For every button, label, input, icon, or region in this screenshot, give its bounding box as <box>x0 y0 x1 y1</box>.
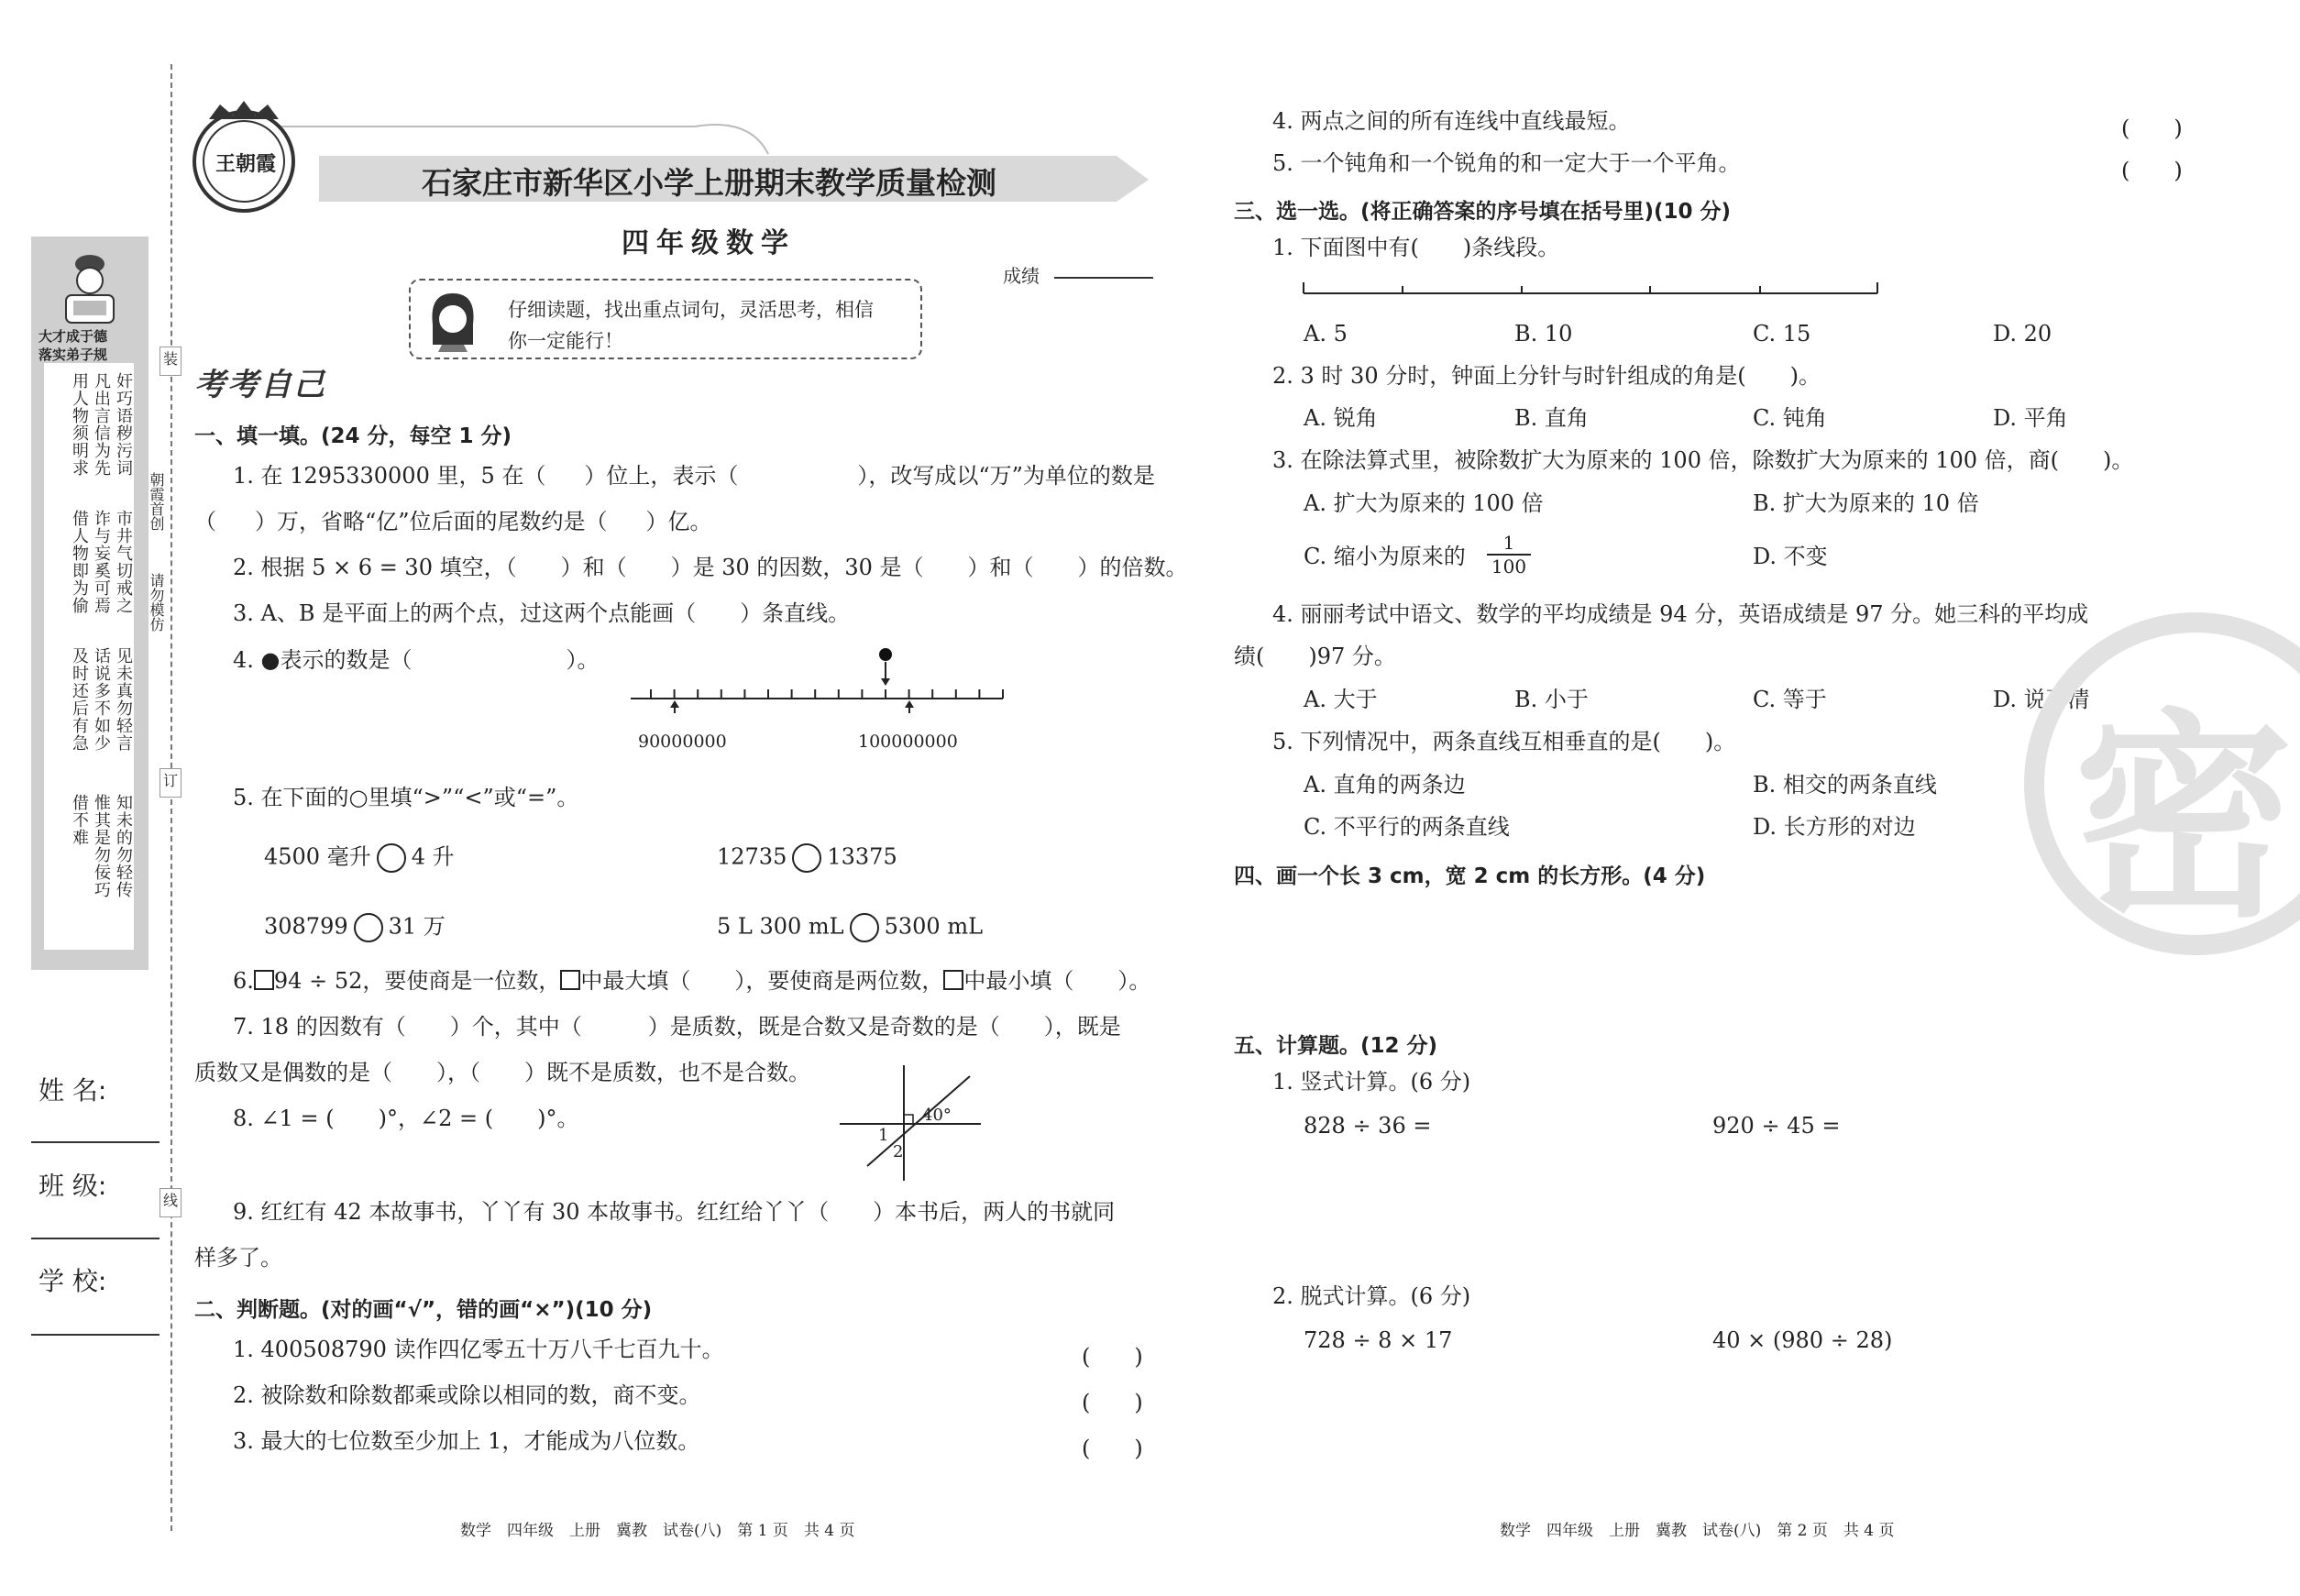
answer-paren[interactable]: ( ) <box>2121 116 2183 141</box>
option[interactable]: C. 缩小为原来的 <box>1304 544 1466 569</box>
nl-label-left: 90000000 <box>638 732 727 752</box>
fraction: 1 100 <box>1487 532 1531 578</box>
motto-column: 及时还后有急 <box>70 647 89 752</box>
judge-item: 2. 被除数和除数都乘或除以相同的数，商不变。 <box>233 1382 701 1408</box>
secret-seal-text: 密 <box>2074 690 2294 947</box>
fig8-angle-label: 40° <box>922 1106 952 1125</box>
answer-paren[interactable]: ( ) <box>2121 158 2183 183</box>
motto-column: 借人物即为偷 <box>70 510 89 614</box>
seal-mark: 装 <box>160 347 182 376</box>
option[interactable]: B. 直角 <box>1514 405 1589 431</box>
motto-column: 诈与妄奚可焉 <box>92 510 111 614</box>
sec3-q4-line-2: 绩( )97 分。 <box>1234 644 1396 669</box>
sec2-heading: 二、判断题。(对的画“√”，错的画“×”)(10 分) <box>194 1298 653 1322</box>
number-line <box>629 642 1005 715</box>
option[interactable]: C. 等于 <box>1753 687 1827 712</box>
option[interactable]: A. 大于 <box>1304 687 1378 712</box>
option[interactable]: B. 相交的两条直线 <box>1753 772 1937 798</box>
judge-item: 4. 两点之间的所有连线中直线最短。 <box>1272 108 1631 134</box>
q5-text: 5. 在下面的○里填“>”“<”或“=”。 <box>233 785 579 810</box>
compare-circle[interactable] <box>792 843 821 873</box>
sec5-q2: 2. 脱式计算。(6 分) <box>1272 1283 1471 1309</box>
compare-circle[interactable] <box>354 913 383 942</box>
nl-label-right: 100000000 <box>858 732 958 752</box>
motto-line-2: 落实弟子规 <box>39 347 108 363</box>
q7-line-1: 7. 18 的因数有（ ）个，其中（ ）是质数，既是合数又是奇数的是（ ），既是 <box>233 1014 1121 1040</box>
compare-2: 12735 13375 <box>717 843 897 873</box>
scholar-icon <box>53 248 127 330</box>
tip-box <box>409 279 922 359</box>
q7-line-2: 质数又是偶数的是（ ），（ ）既不是质数，也不是合数。 <box>194 1060 810 1085</box>
sec5-heading: 五、计算题。(12 分) <box>1234 1034 1438 1058</box>
section-banner: 考考自己 <box>194 367 326 403</box>
page-footer: 数学 四年级 上册 冀教 试卷(八) 第 2 页 共 4 页 <box>1500 1522 1895 1540</box>
motto-column: 话说多不如少 <box>92 647 111 752</box>
option[interactable]: C. 不平行的两条直线 <box>1304 814 1510 840</box>
page-footer: 数学 四年级 上册 冀教 试卷(八) 第 1 页 共 4 页 <box>460 1522 855 1540</box>
answer-paren[interactable]: ( ) <box>1082 1436 1143 1461</box>
binding-line <box>171 64 172 1531</box>
segment-figure <box>1302 279 1879 299</box>
motto-column: 凡出言信为先 <box>92 372 111 477</box>
score-field[interactable] <box>1054 277 1153 279</box>
motto-column: 市井气切戒之 <box>114 510 133 614</box>
option[interactable]: A. 锐角 <box>1304 405 1378 431</box>
motto-panel <box>44 363 134 950</box>
option[interactable]: A. 5 <box>1304 321 1348 347</box>
judge-item: 3. 最大的七位数至少加上 1，才能成为八位数。 <box>233 1428 700 1454</box>
sec5-q1: 1. 竖式计算。(6 分) <box>1272 1069 1471 1095</box>
motto-column: 用人物须明求 <box>70 372 89 477</box>
expression: 728 ÷ 8 × 17 <box>1304 1327 1453 1353</box>
name-field[interactable] <box>31 1141 160 1143</box>
sec3-q4-line-1: 4. 丽丽考试中语文、数学的平均成绩是 94 分，英语成绩是 97 分。她三科的平均成 <box>1272 601 2089 627</box>
score-label: 成绩 <box>1003 265 1040 287</box>
seal-mark: 线 <box>160 1188 182 1217</box>
tip-line-1: 仔细读题，找出重点词句，灵活思考，相信 <box>508 299 874 321</box>
expression: 40 × (980 ÷ 28) <box>1712 1327 1893 1353</box>
sec1-heading: 一、填一填。(24 分，每空 1 分) <box>194 424 512 448</box>
option[interactable]: A. 扩大为原来的 100 倍 <box>1304 490 1544 516</box>
option[interactable]: D. 说不清 <box>1993 687 2090 712</box>
blank-box[interactable] <box>254 970 274 990</box>
option[interactable]: D. 20 <box>1993 321 2052 347</box>
school-field[interactable] <box>31 1334 160 1336</box>
exam-subject: 四年级数学 <box>622 227 796 259</box>
fig8-label-2: 2 <box>893 1142 904 1161</box>
q9-line-2: 样多了。 <box>194 1245 282 1271</box>
option[interactable]: B. 小于 <box>1514 687 1589 712</box>
sec3-q2: 2. 3 时 30 分时，钟面上分针与时针组成的角是( )。 <box>1272 363 1821 389</box>
compare-1: 4500 毫升 4 升 <box>264 843 455 873</box>
compare-circle[interactable] <box>850 913 879 942</box>
copyright-note: 朝霞首创 <box>148 472 165 531</box>
tip-line-2: 你一定能行！ <box>508 330 623 352</box>
option[interactable]: D. 平角 <box>1993 405 2068 431</box>
sec3-heading: 三、选一选。(将正确答案的序号填在括号里)(10 分) <box>1234 200 1732 224</box>
school-label: 学 校: <box>39 1266 107 1296</box>
blank-box[interactable] <box>943 970 963 990</box>
sec3-q5: 5. 下列情况中，两条直线互相垂直的是( )。 <box>1272 729 1736 754</box>
expression: 920 ÷ 45 = <box>1712 1113 1841 1139</box>
q1-line-1: 1. 在 1295330000 里，5 在（ ）位上，表示（ ），改写成以“万”为单位的数是 <box>233 463 1155 489</box>
fig8-label-1: 1 <box>878 1126 889 1145</box>
answer-paren[interactable]: ( ) <box>1082 1390 1143 1415</box>
motto-column: 借不难 <box>70 794 89 846</box>
motto-column: 见未真勿轻言 <box>114 647 133 752</box>
judge-item: 5. 一个钝角和一个锐角的和一定大于一个平角。 <box>1272 150 1741 176</box>
q6-text: 6. 94 ÷ 52，要使商是一位数， 中最大填（ ），要使商是两位数， 中最小填（ ）。 <box>233 968 1151 994</box>
sec3-q3: 3. 在除法算式里，被除数扩大为原来的 100 倍，除数扩大为原来的 100 倍，商( )。 <box>1272 447 2134 473</box>
expression: 828 ÷ 36 = <box>1304 1113 1432 1139</box>
exam-title: 石家庄市新华区小学上册期末教学质量检测 <box>422 165 996 201</box>
option[interactable]: D. 长方形的对边 <box>1753 814 1916 840</box>
motto-column: 知未的勿轻传 <box>114 794 133 898</box>
class-field[interactable] <box>31 1238 160 1239</box>
judge-item: 1. 400508790 读作四亿零五十万八千七百九十。 <box>233 1337 724 1362</box>
girl-icon <box>424 288 482 352</box>
compare-3: 308799 31 万 <box>264 913 446 942</box>
motto-sidebar <box>31 237 149 970</box>
option[interactable]: C. 15 <box>1753 321 1811 347</box>
name-label: 姓 名: <box>39 1075 107 1106</box>
option[interactable]: B. 扩大为原来的 10 倍 <box>1753 490 1979 516</box>
option[interactable]: C. 钝角 <box>1753 405 1827 431</box>
blank-box[interactable] <box>560 970 580 990</box>
class-label: 班 级: <box>39 1171 107 1201</box>
q9-line-1: 9. 红红有 42 本故事书，丫丫有 30 本故事书。红红给丫丫（ ）本书后，两人的书就同 <box>233 1199 1116 1225</box>
sec4-heading: 四、画一个长 3 cm，宽 2 cm 的长方形。(4 分) <box>1234 864 1706 888</box>
option[interactable]: D. 不变 <box>1753 544 1828 569</box>
copyright-note: 请勿模仿 <box>148 573 165 632</box>
motto-line-1: 大才成于德 <box>39 328 108 345</box>
q4-text: 4. ●表示的数是（ ）。 <box>233 647 600 673</box>
motto-column: 奸巧语秽污词 <box>114 372 133 477</box>
q8-text: 8. ∠1 = ( )°，∠2 = ( )°。 <box>233 1106 579 1131</box>
motto-column: 惟其是勿佞巧 <box>92 794 111 898</box>
option[interactable]: B. 10 <box>1514 321 1573 347</box>
option[interactable]: A. 直角的两条边 <box>1304 772 1466 798</box>
angle-figure <box>834 1063 990 1183</box>
q2-text: 2. 根据 5 × 6 = 30 填空，（ ）和（ ）是 30 的因数，30 是（ ）和（ ）的倍数。 <box>233 555 1188 580</box>
sec3-q1: 1. 下面图中有( )条线段。 <box>1272 235 1560 260</box>
compare-circle[interactable] <box>377 843 406 873</box>
seal-mark: 订 <box>160 768 182 798</box>
q1-line-2: （ ）万，省略“亿”位后面的尾数约是（ ）亿。 <box>194 509 712 534</box>
answer-paren[interactable]: ( ) <box>1082 1344 1143 1370</box>
compare-4: 5 L 300 mL 5300 mL <box>717 913 983 942</box>
publisher-logo-text: 王朝霞 <box>215 152 277 176</box>
q3-text: 3. A、B 是平面上的两个点，过这两个点能画（ ）条直线。 <box>233 600 851 626</box>
